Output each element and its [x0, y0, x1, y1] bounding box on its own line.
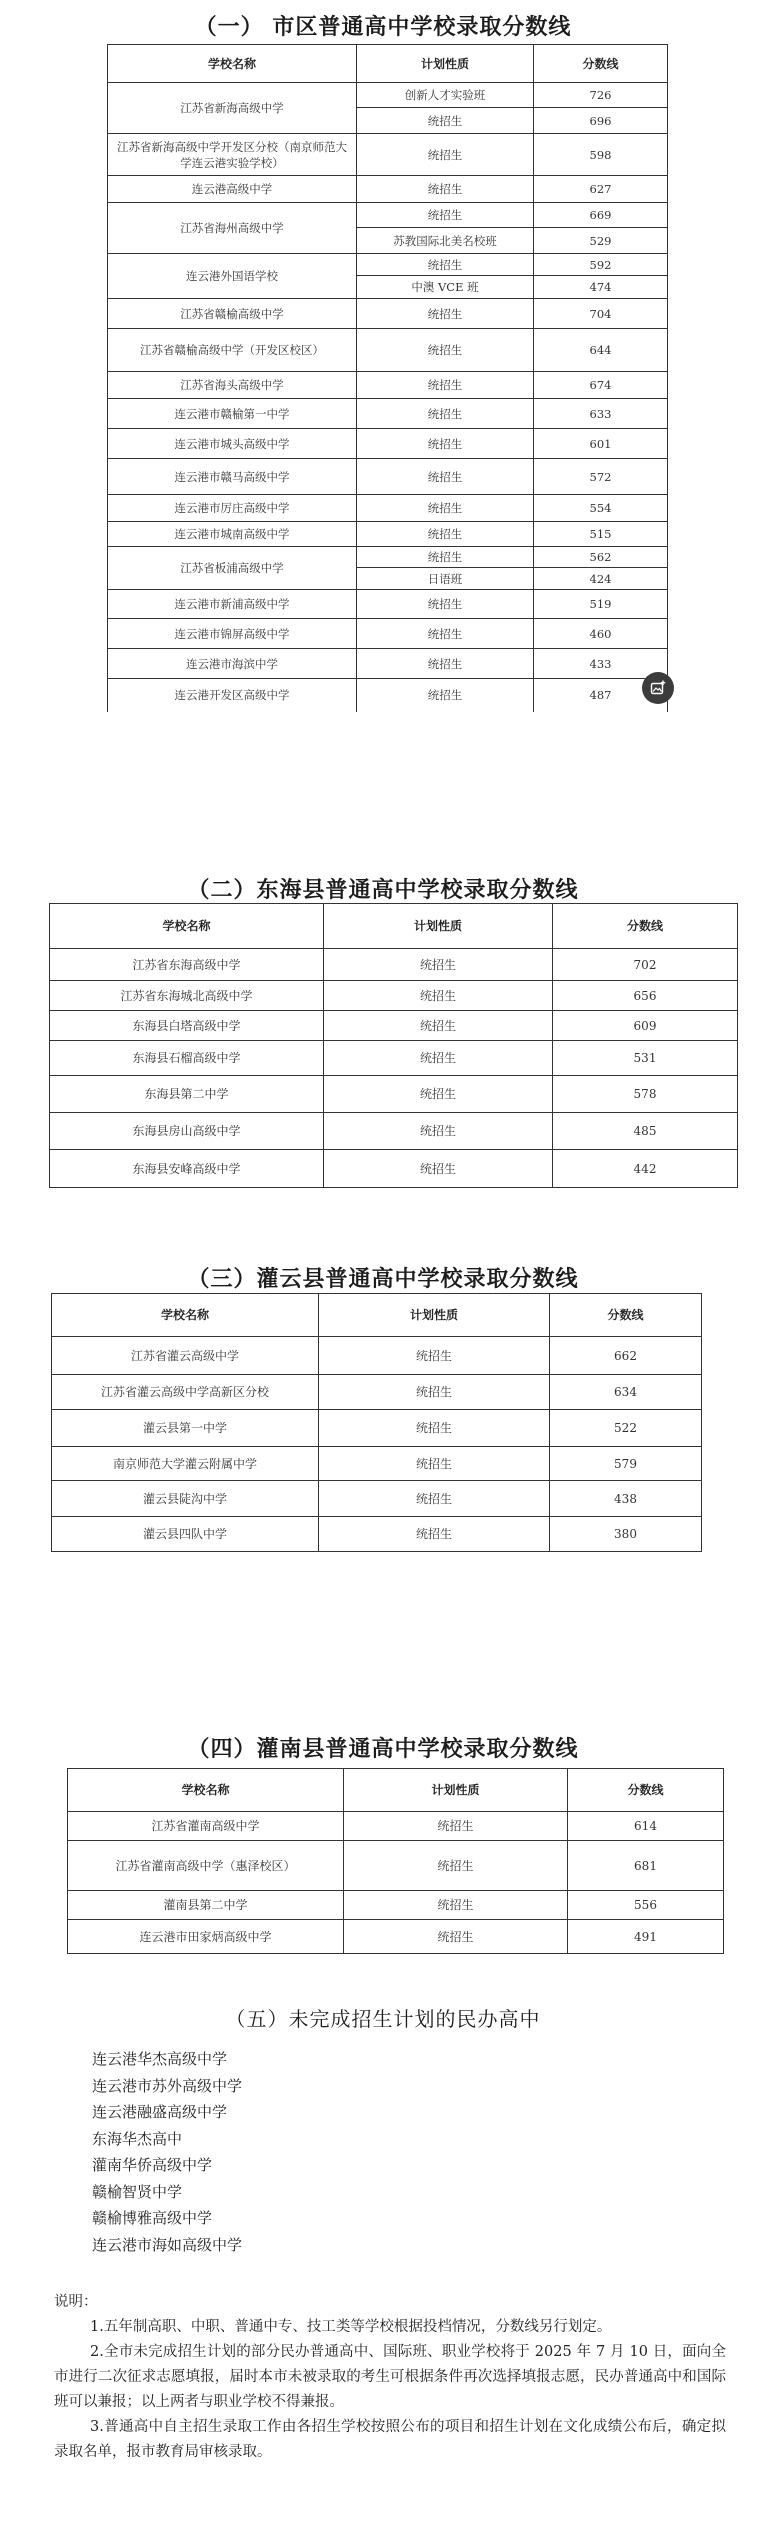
score: 519: [534, 590, 668, 619]
table-row: [50, 1150, 738, 1188]
score: 556: [568, 1891, 724, 1920]
score: 634: [550, 1375, 702, 1410]
school-name: 江苏省赣榆高级中学（开发区校区）: [108, 329, 357, 372]
school-name: 连云港高级中学: [108, 176, 357, 203]
score: 487: [534, 679, 668, 712]
notes: [54, 2290, 726, 2465]
school-name: 江苏省板浦高级中学: [108, 547, 357, 590]
table-header-row: [50, 904, 738, 949]
note-item: 1.五年制高职、中职、普通中专、技工类等学校根据投档情况，分数线另行划定。: [90, 2319, 612, 2335]
score: 662: [550, 1337, 702, 1375]
plan-type: 统招生: [357, 429, 534, 459]
school-name: 灌南县第二中学: [68, 1891, 344, 1920]
score: 644: [534, 329, 668, 372]
school-name: 连云港市厉庄高级中学: [108, 495, 357, 522]
score: 531: [553, 1041, 738, 1076]
plan-type: 统招生: [357, 329, 534, 372]
header-school: 学校名称: [50, 904, 324, 949]
table-row: [108, 459, 668, 495]
plan-type: 统招生: [324, 1076, 553, 1113]
private-schools-list: [92, 2046, 242, 2258]
school-name: 江苏省赣榆高级中学: [108, 299, 357, 329]
list-item: 连云港市苏外高级中学: [92, 2076, 243, 2095]
header-plan: 计划性质: [357, 45, 534, 83]
score: 578: [553, 1076, 738, 1113]
plan-type: 统招生: [357, 649, 534, 679]
section3-title: （三）灌云县普通高中学校录取分数线: [187, 1267, 579, 1292]
note-item: 3.普通高中自主招生录取工作由各招生学校按照公布的项目和招生计划在文化成绩公布后，确定拟录取名单，报市教育局审核录取。: [54, 2419, 726, 2460]
list-item: 赣榆智贤中学: [92, 2182, 183, 2201]
school-name: 连云港外国语学校: [108, 254, 357, 299]
school-name: 灌云县四队中学: [52, 1517, 319, 1552]
table-guanyun-schools: [51, 1293, 702, 1552]
score: 424: [534, 568, 668, 590]
image-add-icon: [650, 680, 666, 696]
school-name: 江苏省灌南高级中学: [68, 1812, 344, 1841]
header-plan: 计划性质: [319, 1294, 550, 1337]
header-plan: 计划性质: [324, 904, 553, 949]
plan-type: 统招生: [319, 1375, 550, 1410]
table-row: [108, 134, 668, 176]
score: 562: [534, 547, 668, 568]
header-score: 分数线: [550, 1294, 702, 1337]
table-header-row: [68, 1769, 724, 1812]
plan-type: 日语班: [357, 568, 534, 590]
list-item: 灌南华侨高级中学: [92, 2156, 213, 2174]
header-plan: 计划性质: [344, 1769, 568, 1812]
header-school: 学校名称: [68, 1769, 344, 1812]
table-row: [108, 176, 668, 203]
plan-type: 统招生: [344, 1841, 568, 1891]
school-name: 东海县房山高级中学: [50, 1113, 324, 1150]
table-row: [108, 649, 668, 679]
table-row: [108, 679, 668, 712]
section2-title: （二）东海县普通高中学校录取分数线: [187, 878, 579, 903]
plan-type: 中澳 VCE 班: [357, 276, 534, 299]
plan-type: 统招生: [357, 254, 534, 276]
score: 669: [534, 203, 668, 228]
plan-type: 创新人才实验班: [357, 83, 534, 108]
score: 572: [534, 459, 668, 495]
plan-type: 统招生: [357, 547, 534, 568]
score: 601: [534, 429, 668, 459]
table-row: [50, 949, 738, 981]
score: 442: [553, 1150, 738, 1188]
list-item: 连云港市海如高级中学: [92, 2235, 243, 2254]
plan-type: 统招生: [357, 459, 534, 495]
plan-type: 统招生: [344, 1891, 568, 1920]
list-item: 连云港融盛高级中学: [92, 2103, 228, 2121]
plan-type: 统招生: [357, 299, 534, 329]
school-name: 东海县石榴高级中学: [50, 1041, 324, 1076]
score: 438: [550, 1481, 702, 1517]
table-row: [50, 981, 738, 1011]
score: 704: [534, 299, 668, 329]
table-row: [50, 1076, 738, 1113]
table-row: [52, 1481, 702, 1517]
table-header-row: [52, 1294, 702, 1337]
school-name: 灌云县陡沟中学: [52, 1481, 319, 1517]
plan-type: 统招生: [357, 108, 534, 134]
table-row: [108, 254, 668, 276]
table-row: [68, 1891, 724, 1920]
school-name: 连云港市锦屏高级中学: [108, 619, 357, 649]
score: 529: [534, 228, 668, 254]
score: 609: [553, 1011, 738, 1041]
header-score: 分数线: [553, 904, 738, 949]
table-guannan-schools: [67, 1768, 724, 1954]
table-row: [108, 619, 668, 649]
school-name: 东海县安峰高级中学: [50, 1150, 324, 1188]
table-row: [50, 1011, 738, 1041]
plan-type: 统招生: [357, 399, 534, 429]
plan-type: 统招生: [319, 1517, 550, 1552]
school-name: 江苏省海州高级中学: [108, 203, 357, 254]
school-name: 连云港开发区高级中学: [108, 679, 357, 712]
add-image-button[interactable]: [642, 672, 674, 704]
table-row: [52, 1410, 702, 1447]
plan-type: 苏教国际北美名校班: [357, 228, 534, 254]
school-name: 江苏省东海高级中学: [50, 949, 324, 981]
table-row: [108, 203, 668, 228]
plan-type: 统招生: [357, 372, 534, 399]
table-row: [52, 1375, 702, 1410]
plan-type: 统招生: [319, 1410, 550, 1447]
table-row: [68, 1841, 724, 1891]
table-row: [50, 1041, 738, 1076]
score: 656: [553, 981, 738, 1011]
note-item: 2.全市未完成招生计划的部分民办普通高中、国际班、职业学校将于 2025 年 7 月 10 日，面向全市进行二次征求志愿填报，届时本市未被录取的考生可根据条件再次选择填报志愿，民办普通高中和国际班可以兼报；以上两者与职业学校不得兼报。: [54, 2344, 726, 2410]
table-urban-schools: [107, 44, 668, 712]
table-row: [108, 329, 668, 372]
school-name: 连云港市新浦高级中学: [108, 590, 357, 619]
score: 474: [534, 276, 668, 299]
score: 633: [534, 399, 668, 429]
school-name: 江苏省灌云高级中学高新区分校: [52, 1375, 319, 1410]
score: 598: [534, 134, 668, 176]
score: 554: [534, 495, 668, 522]
school-name: 东海县第二中学: [50, 1076, 324, 1113]
table-row: [52, 1447, 702, 1481]
section1-title: （一） 市区普通高中学校录取分数线: [194, 15, 572, 40]
school-name: 连云港市城南高级中学: [108, 522, 357, 547]
score: 674: [534, 372, 668, 399]
score: 592: [534, 254, 668, 276]
plan-type: 统招生: [324, 1011, 553, 1041]
list-item: 连云港华杰高级中学: [92, 2050, 228, 2068]
table-row: [108, 399, 668, 429]
list-item: 赣榆博雅高级中学: [92, 2209, 213, 2227]
school-name: 江苏省灌南高级中学（惠泽校区）: [68, 1841, 344, 1891]
header-score: 分数线: [534, 45, 668, 83]
table-row: [108, 590, 668, 619]
table-row: [50, 1113, 738, 1150]
table-row: [108, 522, 668, 547]
table-row: [108, 372, 668, 399]
table-row: [108, 547, 668, 568]
plan-type: 统招生: [357, 176, 534, 203]
school-name: 东海县白塔高级中学: [50, 1011, 324, 1041]
plan-type: 统招生: [324, 949, 553, 981]
school-name: 连云港市海滨中学: [108, 649, 357, 679]
plan-type: 统招生: [324, 1150, 553, 1188]
plan-type: 统招生: [324, 1113, 553, 1150]
table-header-row: [108, 45, 668, 83]
plan-type: 统招生: [357, 495, 534, 522]
school-name: 江苏省灌云高级中学: [52, 1337, 319, 1375]
score: 726: [534, 83, 668, 108]
score: 433: [534, 649, 668, 679]
section5-title: （五）未完成招生计划的民办高中: [225, 2007, 541, 2031]
score: 702: [553, 949, 738, 981]
score: 491: [568, 1920, 724, 1954]
header-school: 学校名称: [108, 45, 357, 83]
table-row: [52, 1337, 702, 1375]
school-name: 南京师范大学灌云附属中学: [52, 1447, 319, 1481]
plan-type: 统招生: [319, 1481, 550, 1517]
plan-type: 统招生: [344, 1920, 568, 1954]
school-name: 连云港市赣榆第一中学: [108, 399, 357, 429]
school-name: 江苏省海头高级中学: [108, 372, 357, 399]
score: 614: [568, 1812, 724, 1841]
plan-type: 统招生: [357, 522, 534, 547]
plan-type: 统招生: [357, 679, 534, 712]
school-name: 连云港市田家炳高级中学: [68, 1920, 344, 1954]
score: 522: [550, 1410, 702, 1447]
school-name: 江苏省新海高级中学: [108, 83, 357, 134]
header-school: 学校名称: [52, 1294, 319, 1337]
score: 460: [534, 619, 668, 649]
table-row: [52, 1517, 702, 1552]
section4-title: （四）灌南县普通高中学校录取分数线: [187, 1737, 579, 1762]
school-name: 江苏省新海高级中学开发区分校（南京师范大学连云港实验学校）: [108, 134, 357, 176]
school-name: 连云港市赣马高级中学: [108, 459, 357, 495]
score: 380: [550, 1517, 702, 1552]
plan-type: 统招生: [357, 619, 534, 649]
notes-heading: 说明：: [54, 2294, 98, 2310]
score: 579: [550, 1447, 702, 1481]
header-score: 分数线: [568, 1769, 724, 1812]
score: 681: [568, 1841, 724, 1891]
table-row: [108, 429, 668, 459]
school-name: 连云港市城头高级中学: [108, 429, 357, 459]
list-item: 东海华杰高中: [92, 2129, 183, 2148]
table-row: [68, 1920, 724, 1954]
table-row: [108, 83, 668, 108]
plan-type: 统招生: [344, 1812, 568, 1841]
plan-type: 统招生: [319, 1337, 550, 1375]
school-name: 灌云县第一中学: [52, 1410, 319, 1447]
table-row: [108, 299, 668, 329]
table-row: [108, 495, 668, 522]
plan-type: 统招生: [324, 1041, 553, 1076]
table-donghai-schools: [49, 903, 738, 1188]
score: 515: [534, 522, 668, 547]
score: 627: [534, 176, 668, 203]
plan-type: 统招生: [357, 134, 534, 176]
score: 485: [553, 1113, 738, 1150]
plan-type: 统招生: [357, 590, 534, 619]
score: 696: [534, 108, 668, 134]
plan-type: 统招生: [357, 203, 534, 228]
plan-type: 统招生: [319, 1447, 550, 1481]
plan-type: 统招生: [324, 981, 553, 1011]
school-name: 江苏省东海城北高级中学: [50, 981, 324, 1011]
table-row: [68, 1812, 724, 1841]
